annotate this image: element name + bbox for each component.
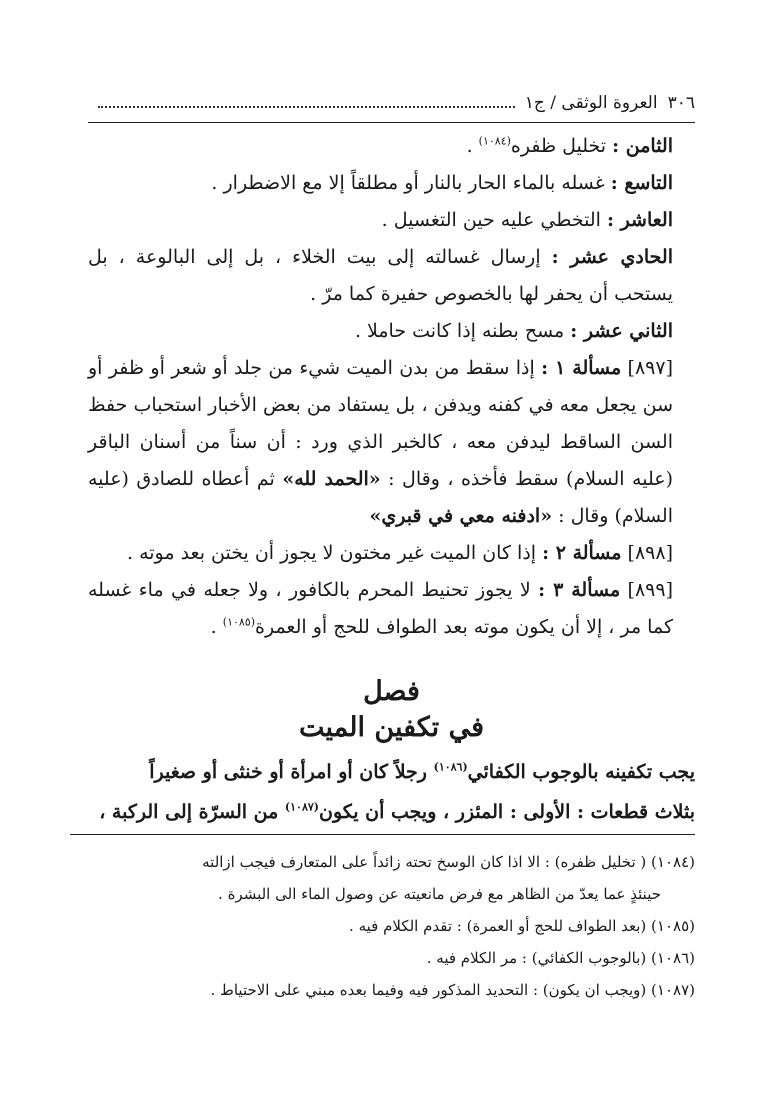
header-rule bbox=[88, 122, 695, 123]
intro-line-1 bbox=[88, 752, 695, 792]
footnote-1087: (١٠٨٧) (ويجب ان يكون) : التحديد المذكور فيه وفيما بعده مبني على الاحتياط . bbox=[210, 981, 695, 999]
footnote-1084: (١٠٨٤) ( تخليل ظفره) : الا اذا كان الوسخ تحته زائداً على المتعارف فيجب ازالته bbox=[202, 853, 695, 871]
masala-899 bbox=[88, 572, 695, 646]
item-label: الحادي عشر : bbox=[551, 246, 673, 268]
footnote-1085: (١٠٨٥) (بعد الطواف للحج أو العمرة) : تقدم الكلام فيه . bbox=[349, 917, 695, 935]
masala-label: مسألة ٣ : bbox=[538, 579, 621, 601]
item-label: التاسع : bbox=[610, 172, 673, 194]
masala-text: إذا كان الميت غير مختون لا يجوز أن يختن بعد موته . bbox=[126, 542, 537, 564]
masala-label: مسألة ٢ : bbox=[542, 542, 622, 564]
footnote-rule bbox=[70, 834, 695, 835]
masala-898 bbox=[88, 535, 695, 572]
intro-text: المئزر ، ويجب أن يكون bbox=[319, 801, 504, 823]
masala-number: [٨٩٧] bbox=[627, 357, 673, 379]
header-dot-leader bbox=[98, 106, 515, 108]
main-text bbox=[88, 128, 695, 646]
section-title: فصل bbox=[363, 676, 420, 707]
intro-text: من السرّة إلى الركبة ، bbox=[99, 801, 279, 823]
item-label: الثاني عشر : bbox=[570, 320, 673, 342]
item-text: غسله بالماء الحار بالنار أو مطلقاً إلا مع الاضطرار . bbox=[211, 172, 605, 194]
intro-text: رجلاً كان أو امرأة أو خنثى أو صغيراً bbox=[149, 761, 427, 783]
item-text: تخليل ظفره bbox=[510, 135, 607, 157]
masala-897 bbox=[88, 350, 695, 535]
intro-line-2 bbox=[88, 792, 695, 832]
item-9 bbox=[88, 165, 695, 202]
item-8 bbox=[88, 128, 695, 165]
masala-text: لا يجوز تحنيط المحرم بالكافور ، ولا جعله في ماء غسله كما مر ، إلا أن يكون موته بعد الطواف للحج أو العمرة bbox=[88, 579, 673, 638]
item-label: الثامن : bbox=[612, 135, 673, 157]
running-header bbox=[88, 88, 695, 118]
masala-text: إذا سقط من بدن الميت شيء من جلد أو شعر أو ظفر أو سن يجعل معه في كفنه ويدفن ، بل يستفاد من بعض الأخبار استحباب حفظ السن الساقط ليدفن معه ، كالخبر الذي ورد : أن سناً من أسنان الباقر (عليه السلام) سقط فأخذه ، وقال : bbox=[88, 357, 673, 490]
intro-label: الأولى : bbox=[509, 801, 571, 823]
footnotes bbox=[88, 846, 695, 1006]
footnote-1084-continued: حينئذٍ عما يعدّ من الظاهر مع فرض مانعيته عن وصول الماء الى البشرة . bbox=[218, 885, 661, 903]
item-10 bbox=[88, 202, 695, 239]
intro-text: بثلاث قطعات : bbox=[577, 801, 695, 823]
footnote-1086: (١٠٨٦) (بالوجوب الكفائي) : مر الكلام فيه . bbox=[426, 949, 695, 967]
item-text: مسح بطنه إذا كانت حاملا . bbox=[354, 320, 565, 342]
masala-number: [٨٩٨] bbox=[627, 542, 673, 564]
page-number: ٣٠٦ bbox=[667, 93, 695, 113]
section-subtitle: في تكفين الميت bbox=[299, 712, 484, 743]
item-text: التخطي عليه حين التغسيل . bbox=[381, 209, 601, 231]
footnote-ref: (١٠٨٧) bbox=[284, 800, 319, 814]
masala-text-2: ثم أعطاه للصادق (عليه السلام) وقال : bbox=[88, 468, 673, 527]
item-text: إرسال غسالته إلى بيت الخلاء ، بل إلى البالوعة ، بل يستحب أن يحفر لها بالخصوص حفيرة كما مرّ . bbox=[88, 246, 673, 305]
item-end: . bbox=[466, 135, 473, 157]
quote: «ادفنه معي في قبري» bbox=[369, 505, 553, 527]
masala-number: [٨٩٩] bbox=[627, 579, 674, 601]
quote: «الحمد لله» bbox=[282, 468, 381, 490]
item-12 bbox=[88, 313, 695, 350]
masala-label: مسألة ١ : bbox=[541, 357, 622, 379]
section-intro bbox=[88, 752, 695, 832]
item-11 bbox=[88, 239, 695, 313]
item-label: العاشر : bbox=[606, 209, 673, 231]
intro-text: يجب تكفينه بالوجوب الكفائي bbox=[467, 761, 695, 783]
masala-end: . bbox=[210, 616, 217, 638]
book-title: العروة الوثقى / ج١ bbox=[524, 93, 658, 113]
footnote-ref: (١٠٨٤) bbox=[478, 134, 511, 148]
footnote-ref: (١٠٨٦) bbox=[433, 760, 468, 774]
footnote-ref: (١٠٨٥) bbox=[222, 615, 255, 629]
